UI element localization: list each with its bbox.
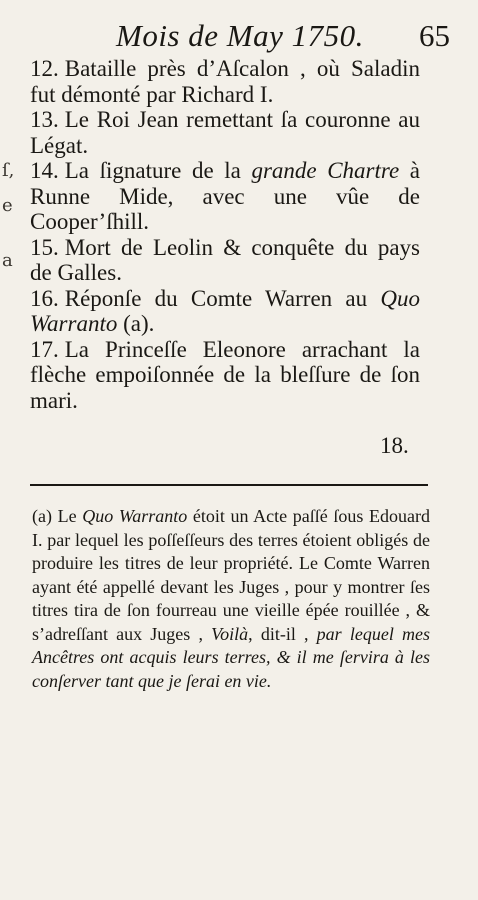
footnote-text: étoit un Acte paſſé ſous Edouard I. par lequel les poſſeſſeurs des terres étoient obligés de produire les titres de leur propriété. Le Comte Warren ayant été appellé devant les Juges , pour y montrer ſes titres tira de ſon fourreau une vieille épée rouillée , & s’adreſſant aux Juges , bbox=[32, 506, 431, 644]
footnote-text: , dit-il , bbox=[248, 623, 317, 644]
entry-number: 16. bbox=[30, 285, 59, 311]
entry-text: La ſignature de la bbox=[64, 158, 252, 183]
footnote-italic-quote: par lequel mes Ancêtres ont acquis leurs terres, & il me ſervira à les conſerver tant que je ſerai en vie. bbox=[32, 623, 430, 691]
list-item bbox=[30, 235, 420, 286]
entry-text: Bataille près d’Aſcalon , où Saladin fut démonté par Richard I. bbox=[30, 56, 420, 107]
entry-number: 13. bbox=[30, 107, 59, 132]
list-item bbox=[30, 286, 420, 337]
entry-text: à Runne Mide, avec une vûe de Cooper’ſhill. bbox=[30, 158, 420, 234]
footnote-divider bbox=[30, 484, 428, 486]
footnote-italic-text: Voilà bbox=[211, 623, 249, 644]
entry-text: La Princeſſe Eleonore arrachant la flèche empoiſonnée de la bleſſure de ſon mari. bbox=[30, 336, 420, 413]
entry-number: 12. bbox=[30, 56, 59, 81]
running-head-title: Mois de May 1750. bbox=[116, 18, 364, 53]
entry-italic-text: grande Chartre bbox=[251, 158, 400, 183]
entry-italic-text: Quo Warranto bbox=[30, 285, 420, 336]
footnote-text: Le bbox=[51, 506, 83, 526]
gutter-mark: ſ, bbox=[2, 160, 15, 181]
footnote-italic-text: Quo Warranto bbox=[82, 506, 188, 526]
entry-text: Le Roi Jean remettant ſa couronne au Légat. bbox=[30, 107, 420, 158]
gutter-mark: e bbox=[2, 195, 13, 216]
list-item bbox=[30, 337, 420, 414]
entry-list bbox=[30, 56, 420, 413]
footnote bbox=[32, 505, 430, 693]
entry-number: 14. bbox=[30, 158, 59, 183]
entry-text: (a). bbox=[117, 311, 155, 336]
page-number: 65 bbox=[419, 18, 450, 53]
list-item bbox=[30, 158, 420, 235]
list-item bbox=[30, 107, 420, 158]
running-head bbox=[100, 18, 450, 58]
gutter-bleed-through bbox=[0, 150, 18, 370]
gutter-mark: a bbox=[2, 250, 13, 271]
footnote-marker: (a) bbox=[32, 506, 52, 526]
entry-number: 15. bbox=[30, 234, 59, 260]
entry-number: 17. bbox=[30, 336, 59, 362]
entry-text: Réponſe du Comte Warren au bbox=[64, 285, 381, 311]
list-item bbox=[30, 56, 420, 107]
catchword: 18. bbox=[380, 433, 409, 458]
entry-text: Mort de Leolin & conquête du pays de Galles. bbox=[30, 234, 420, 285]
